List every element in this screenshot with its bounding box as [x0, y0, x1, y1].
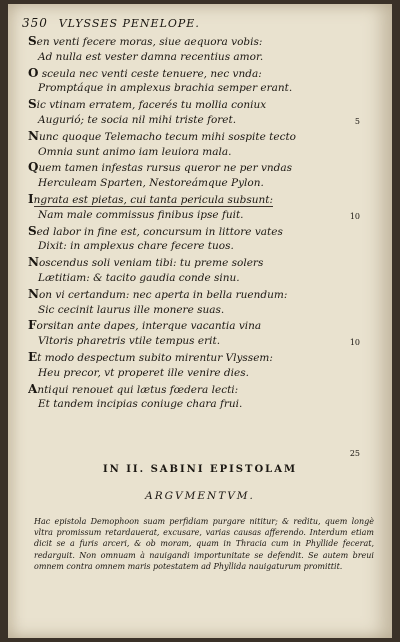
- verse-text: oscendus soli veniam tibi: tu preme solers: [38, 257, 264, 270]
- initial-letter: S: [28, 34, 37, 48]
- initial-letter: N: [28, 286, 39, 301]
- verse-text: Dixit: in amplexus chare fecere tuos.: [38, 240, 234, 253]
- verse-line: [28, 208, 366, 224]
- verse-line: [28, 397, 366, 413]
- verse-text: Augurió; te socia nil mihi triste foret.: [38, 113, 237, 126]
- verse-text: t modo despectum subito mirentur Vlyssem:: [37, 351, 273, 364]
- verse-text: Promptáque in amplexus brachia semper erant.: [38, 82, 293, 95]
- verse-line: [28, 334, 366, 350]
- initial-letter: N: [28, 255, 39, 270]
- verse-line: [28, 97, 366, 113]
- verse-line: [28, 255, 366, 271]
- book-page: [8, 4, 392, 638]
- running-title: VLYSSES PENELOPE.: [58, 17, 200, 30]
- verse-text: orsitan ante dapes, interque vacantia vina: [36, 320, 262, 333]
- initial-letter: I: [28, 191, 34, 206]
- section-title: IN II. SABINI EPISTOLAM: [102, 464, 298, 475]
- initial-letter: S: [28, 97, 37, 112]
- verse-line: [28, 81, 366, 97]
- page-number: 350: [22, 16, 48, 30]
- verse-text: Herculeam Sparten, Nestoreámque Pylon.: [38, 177, 264, 190]
- argument-text: Hac epistola Demophoon suam perfidiam purgare nititur; & reditu, quem longè vltra promissum retardauerat, excusare, varias causas afferendo. Interdum etiam dicit se a furis arceri, & ob moram, quam in Thracia cum in Phyllide fecerat, redarguit. Non omnuam à nauigandi importunitate se defendit. Se autem breui omnem contra omnem maris potestatem ad Phyllida nauigaturum promittit.: [34, 517, 374, 571]
- margin-line-number: 5: [354, 117, 360, 126]
- verse-text: en venti fecere moras, siue aequora vobis:: [36, 36, 263, 48]
- verse-text: ntiqui renouet qui lætus fœdera lecti:: [37, 383, 239, 396]
- verse-text: Nam male commissus finibus ipse fuit.: [38, 208, 244, 221]
- margin-line-number: 10: [349, 338, 360, 348]
- verse-line: [28, 66, 366, 82]
- argument-title: ARGVMENTVM.: [145, 490, 255, 502]
- verse-line: [28, 160, 366, 176]
- verse-line: [28, 271, 366, 287]
- verse-line: [28, 350, 366, 366]
- verse-line: [28, 129, 366, 145]
- verse-text: Ad nulla est vester damna recentius amor.: [38, 50, 264, 63]
- verse-line: [28, 113, 366, 129]
- verse-line: [28, 145, 366, 161]
- verse-line: [28, 224, 366, 240]
- verse-text: ngrata est pietas, cui tanta pericula subsunt:: [33, 193, 274, 206]
- verse-line: [28, 303, 366, 319]
- verse-text: Et tandem incipias coniuge chara frui.: [38, 398, 243, 411]
- initial-letter: S: [28, 223, 37, 238]
- verse-block: [28, 34, 366, 458]
- verse-line: [28, 239, 366, 255]
- verse-text: ed labor in fine est, concursum in littore vates: [36, 225, 283, 238]
- initial-letter: F: [28, 318, 37, 333]
- verse-text: unc quoque Telemacho tecum mihi sospite tecto: [38, 130, 296, 143]
- initial-letter: Q: [28, 160, 39, 175]
- initial-letter: E: [28, 349, 38, 364]
- verse-text: uem tamen infestas rursus queror ne per vndas: [38, 162, 293, 175]
- verse-text: Vltoris pharetris vtile tempus erit.: [38, 335, 221, 348]
- verse-line: [28, 366, 366, 382]
- verse-text: sceula nec venti ceste tenuere, nec vnda:: [38, 67, 262, 80]
- verse-text: Sic cecinit laurus ille monere suas.: [38, 303, 225, 316]
- verse-line: [28, 176, 366, 192]
- verse-line: [28, 192, 366, 208]
- verse-text: Heu precor, vt properet ille venire dies.: [38, 366, 249, 379]
- verse-line: [28, 34, 366, 50]
- margin-line-number: 10: [349, 211, 360, 221]
- initial-letter: O: [28, 65, 39, 80]
- verse-line: [28, 382, 366, 398]
- verse-line: [28, 287, 366, 303]
- verse-text: Lætitiam: & tacito gaudia conde sinu.: [38, 271, 240, 284]
- initial-letter: A: [28, 381, 38, 396]
- verse-line: [28, 318, 366, 334]
- initial-letter: N: [28, 128, 39, 143]
- page-header: [22, 16, 372, 32]
- verse-text: ic vtinam erratem, facerés tu mollia coniux: [36, 99, 267, 112]
- verse-text: on vi certandum: nec aperta in bella ruendum:: [38, 288, 288, 301]
- verse-text: Omnia sunt animo iam leuiora mala.: [38, 145, 232, 158]
- verse-line: [28, 50, 366, 66]
- margin-line-number: 25: [349, 448, 360, 458]
